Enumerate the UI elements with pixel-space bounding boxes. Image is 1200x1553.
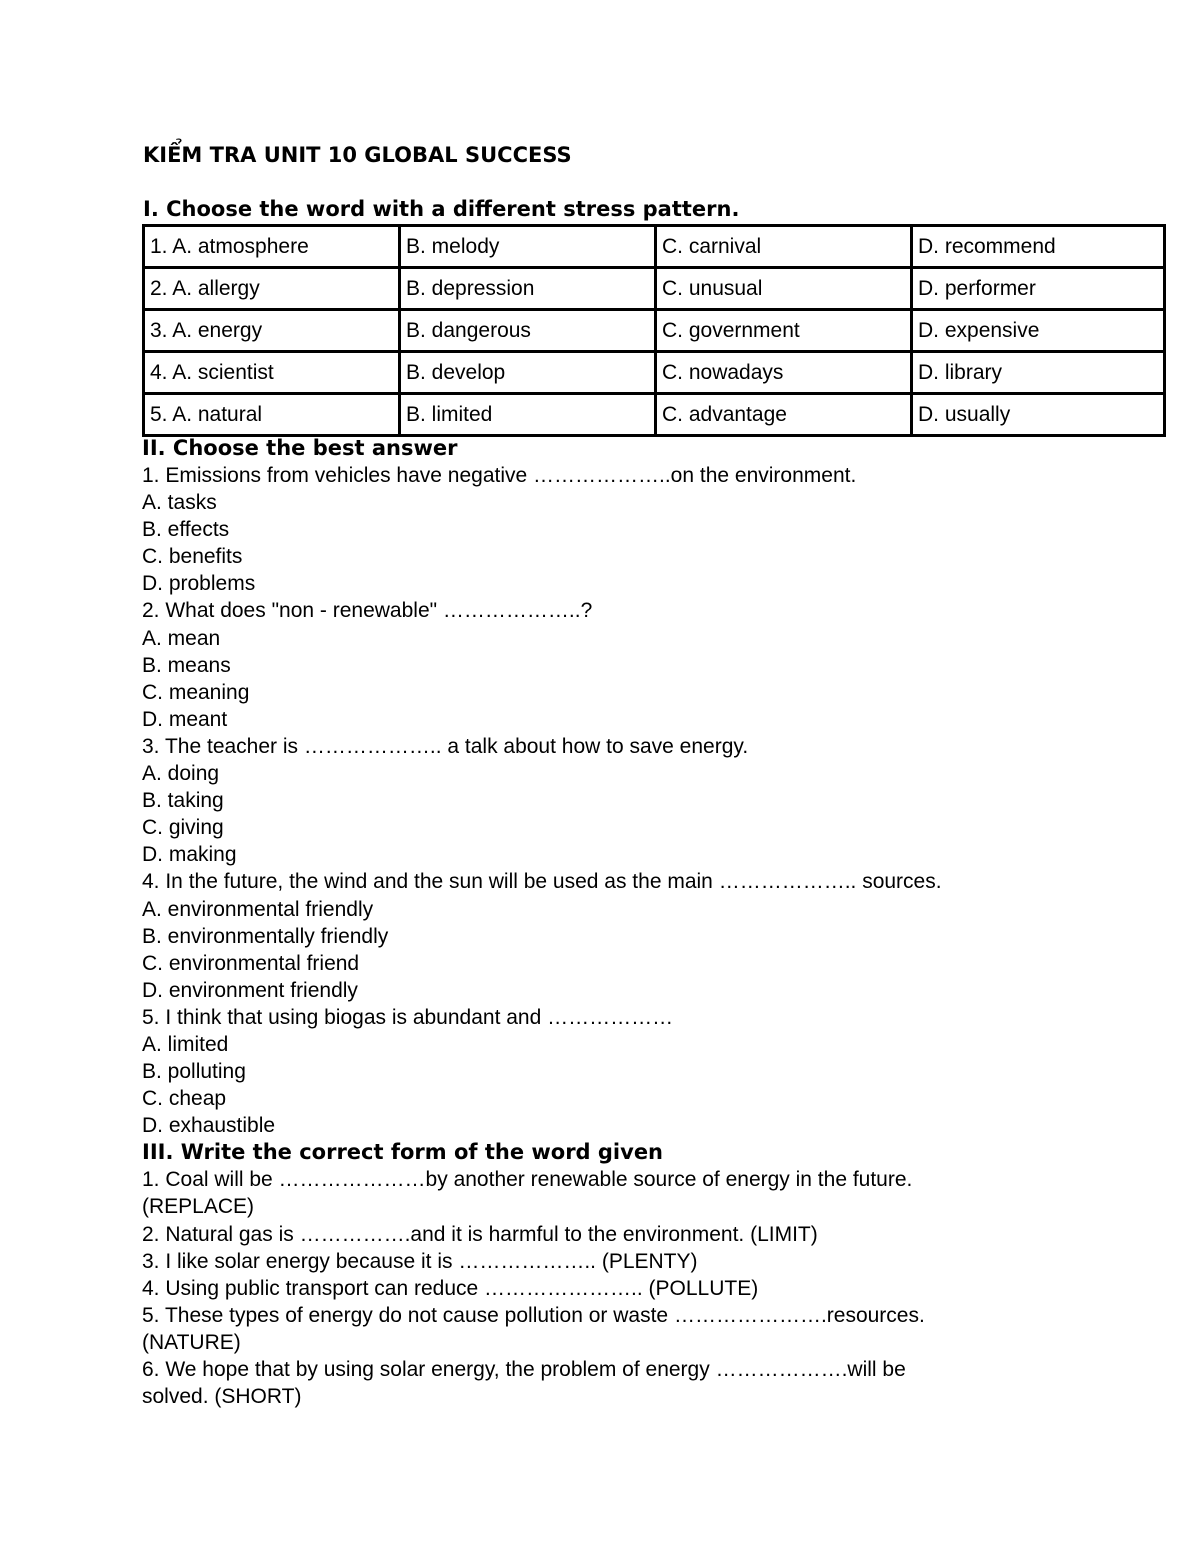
word-form-line: 5. These types of energy do not cause pollution or waste ………………….resources. — [142, 1303, 925, 1327]
answer-option: C. benefits — [142, 545, 243, 569]
table-cell: D. expensive — [913, 311, 1163, 353]
question-block — [142, 733, 1042, 868]
question-block — [142, 868, 1042, 1003]
answer-option: C. meaning — [142, 680, 250, 704]
word-form-line: (NATURE) — [142, 1330, 241, 1354]
answer-option: A. doing — [142, 762, 220, 786]
answer-option: A. mean — [142, 626, 221, 650]
question-text: 5. I think that using biogas is abundant and ……………… — [142, 1005, 674, 1029]
section-2-heading: II. Choose the best answer — [142, 436, 458, 460]
section-1-heading: I. Choose the word with a different stress pattern. — [143, 197, 740, 221]
table-cell: B. melody — [401, 227, 657, 269]
word-form-line: 2. Natural gas is …………….and it is harmful to the environment. (LIMIT) — [142, 1222, 818, 1246]
table-row — [145, 269, 1163, 311]
page-title: KIỂM TRA UNIT 10 GLOBAL SUCCESS — [143, 143, 572, 167]
table-cell: 2. A. allergy — [145, 269, 401, 311]
question-text: 2. What does "non - renewable" ………………..? — [142, 599, 593, 623]
answer-option: C. environmental friend — [142, 951, 360, 975]
table-cell: 3. A. energy — [145, 311, 401, 353]
word-form-line: 4. Using public transport can reduce ………………….. (POLLUTE) — [142, 1276, 759, 1300]
table-row — [145, 227, 1163, 269]
answer-option: C. cheap — [142, 1087, 227, 1111]
answer-option: D. problems — [142, 572, 256, 596]
answer-option: B. environmentally friendly — [142, 924, 389, 948]
word-form-line: solved. (SHORT) — [142, 1385, 302, 1409]
stress-pattern-table — [142, 224, 1166, 437]
question-block — [142, 1004, 1042, 1139]
question-text: 3. The teacher is ……………….. a talk about how to save energy. — [142, 734, 749, 758]
table-cell: B. limited — [401, 395, 657, 434]
table-cell: C. unusual — [657, 269, 913, 311]
question-block — [142, 597, 1042, 732]
word-form-line: (REPLACE) — [142, 1195, 255, 1219]
table-cell: D. recommend — [913, 227, 1163, 269]
answer-option: D. meant — [142, 707, 228, 731]
table-cell: C. nowadays — [657, 353, 913, 395]
table-row — [145, 311, 1163, 353]
question-text: 4. In the future, the wind and the sun will be used as the main ……………….. sources. — [142, 870, 942, 894]
table-cell: C. carnival — [657, 227, 913, 269]
word-form-line: 1. Coal will be …………………by another renewable source of energy in the future. — [142, 1168, 913, 1192]
word-form-line: 6. We hope that by using solar energy, the problem of energy ……………….will be — [142, 1358, 906, 1381]
answer-option: C. giving — [142, 816, 224, 840]
table-cell: D. library — [913, 353, 1163, 395]
table-cell: 4. A. scientist — [145, 353, 401, 395]
answer-option: D. making — [142, 843, 237, 867]
answer-option: A. tasks — [142, 491, 217, 515]
table-cell: 5. A. natural — [145, 395, 401, 434]
table-cell: C. advantage — [657, 395, 913, 434]
section-3-heading: III. Write the correct form of the word given — [142, 1140, 664, 1165]
table-cell: D. performer — [913, 269, 1163, 311]
table-cell: B. dangerous — [401, 311, 657, 353]
table-cell: 1. A. atmosphere — [145, 227, 401, 269]
answer-option: D. exhaustible — [142, 1114, 276, 1138]
question-text: 1. Emissions from vehicles have negative ………………..on the environment. — [142, 464, 857, 487]
table-cell: D. usually — [918, 402, 1011, 426]
table-cell: B. depression — [401, 269, 657, 311]
answer-option: B. polluting — [142, 1060, 246, 1084]
question-block — [142, 462, 1042, 597]
table-row — [145, 353, 1163, 395]
answer-option: D. environment friendly — [142, 978, 358, 1002]
answer-option: B. taking — [142, 789, 224, 813]
answer-option: A. limited — [142, 1032, 229, 1056]
answer-option: B. means — [142, 653, 231, 677]
word-form-line: 3. I like solar energy because it is ……………….. (PLENTY) — [142, 1249, 698, 1273]
table-row — [145, 395, 1163, 434]
answer-option: A. environmental friendly — [142, 897, 374, 921]
table-cell: B. develop — [401, 353, 657, 395]
answer-option: B. effects — [142, 518, 230, 542]
questions-body — [142, 435, 1042, 1410]
table-cell: C. government — [657, 311, 913, 353]
